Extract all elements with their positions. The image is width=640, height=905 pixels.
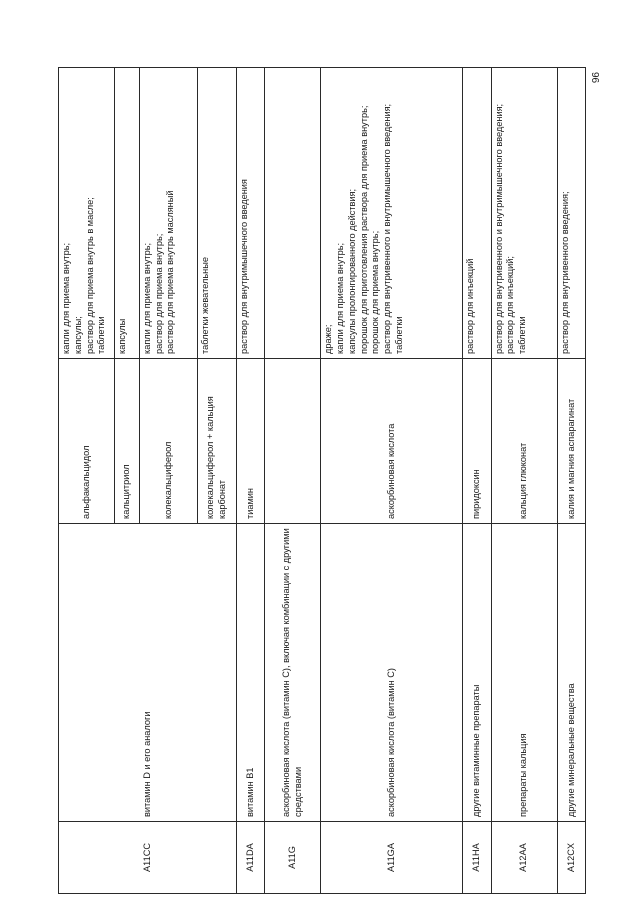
- dosage-form: порошок для приема внутрь;: [370, 230, 381, 354]
- drug-table: [58, 67, 586, 894]
- dosage-form: капли для приема внутрь;: [61, 242, 71, 354]
- atc-group: другие минеральные вещества: [557, 524, 585, 822]
- table-row: [491, 68, 557, 894]
- dosage-forms: [462, 68, 491, 359]
- dosage-forms: [265, 68, 321, 359]
- dosage-form: раствор для приема внутрь масляный: [165, 190, 176, 354]
- dosage-form: порошок для приготовления раствора для приема внутрь;: [358, 105, 369, 354]
- dosage-forms: [557, 68, 585, 359]
- substance: аскорбиновая кислота: [321, 359, 462, 524]
- substance: альфакальцидол: [59, 359, 115, 524]
- dosage-form: раствор для внутривенного введения;: [559, 191, 570, 354]
- dosage-form: таблетки жевательные: [200, 257, 210, 354]
- dosage-form: капли для приема внутрь;: [335, 242, 346, 354]
- dosage-form: раствор для инъекций;: [505, 256, 516, 354]
- dosage-forms: [321, 68, 462, 359]
- dosage-form: таблетки: [394, 316, 405, 354]
- substance: колекальциферол + кальция карбонат: [198, 359, 237, 524]
- dosage-form: капсулы;: [72, 316, 83, 354]
- dosage-forms: [115, 68, 140, 359]
- atc-group: аскорбиновая кислота (витамин С): [321, 524, 462, 822]
- atc-code: A12CX: [557, 822, 585, 894]
- substance: тиамин: [237, 359, 265, 524]
- atc-group: препараты кальция: [491, 524, 557, 822]
- dosage-form: раствор для инъекций: [464, 258, 475, 354]
- substance: колекальциферол: [139, 359, 197, 524]
- table-row: [265, 68, 321, 894]
- substance: пиридоксин: [462, 359, 491, 524]
- dosage-form: капли для приема внутрь;: [141, 242, 152, 354]
- dosage-form: драже;: [323, 324, 334, 354]
- dosage-form: капсулы пролонгированного действия;: [346, 188, 357, 354]
- atc-group: витамин B1: [237, 524, 265, 822]
- substance: кальцитриол: [115, 359, 140, 524]
- dosage-form: раствор для внутримышечного введения: [239, 179, 250, 354]
- atc-group: аскорбиновая кислота (витамин С), включая комбинации с другими средствами: [265, 524, 321, 822]
- dosage-form: раствор для приема внутрь в масле;: [84, 197, 95, 354]
- atc-code: A11GA: [321, 822, 462, 894]
- dosage-forms: [198, 68, 237, 359]
- dosage-forms: [59, 68, 115, 359]
- dosage-form: раствор для внутривенного и внутримышечного введения;: [493, 103, 504, 354]
- dosage-form: раствор для приема внутрь;: [153, 233, 164, 354]
- table-row: [462, 68, 491, 894]
- table-row: [237, 68, 265, 894]
- atc-group: витамин D и его аналоги: [59, 524, 237, 822]
- dosage-form: таблетки: [96, 316, 107, 354]
- substance: кальция глюконат: [491, 359, 557, 524]
- dosage-form: таблетки: [517, 316, 528, 354]
- dosage-forms: [139, 68, 197, 359]
- substance: калия и магния аспарагинат: [557, 359, 585, 524]
- atc-group: другие витаминные препараты: [462, 524, 491, 822]
- drug-table-rotated: [58, 68, 586, 894]
- table-row: [321, 68, 462, 894]
- atc-code: A12AA: [491, 822, 557, 894]
- dosage-form: капсулы: [117, 318, 128, 354]
- dosage-forms: [237, 68, 265, 359]
- table-row: [59, 68, 115, 894]
- atc-code: A11CC: [59, 822, 237, 894]
- page-number: 96: [589, 72, 600, 84]
- atc-code: A11G: [265, 822, 321, 894]
- dosage-forms: [491, 68, 557, 359]
- table-row: [557, 68, 585, 894]
- atc-code: A11DA: [237, 822, 265, 894]
- atc-code: A11HA: [462, 822, 491, 894]
- dosage-form: раствор для внутривенного и внутримышечного введения;: [382, 103, 393, 354]
- substance: [265, 359, 321, 524]
